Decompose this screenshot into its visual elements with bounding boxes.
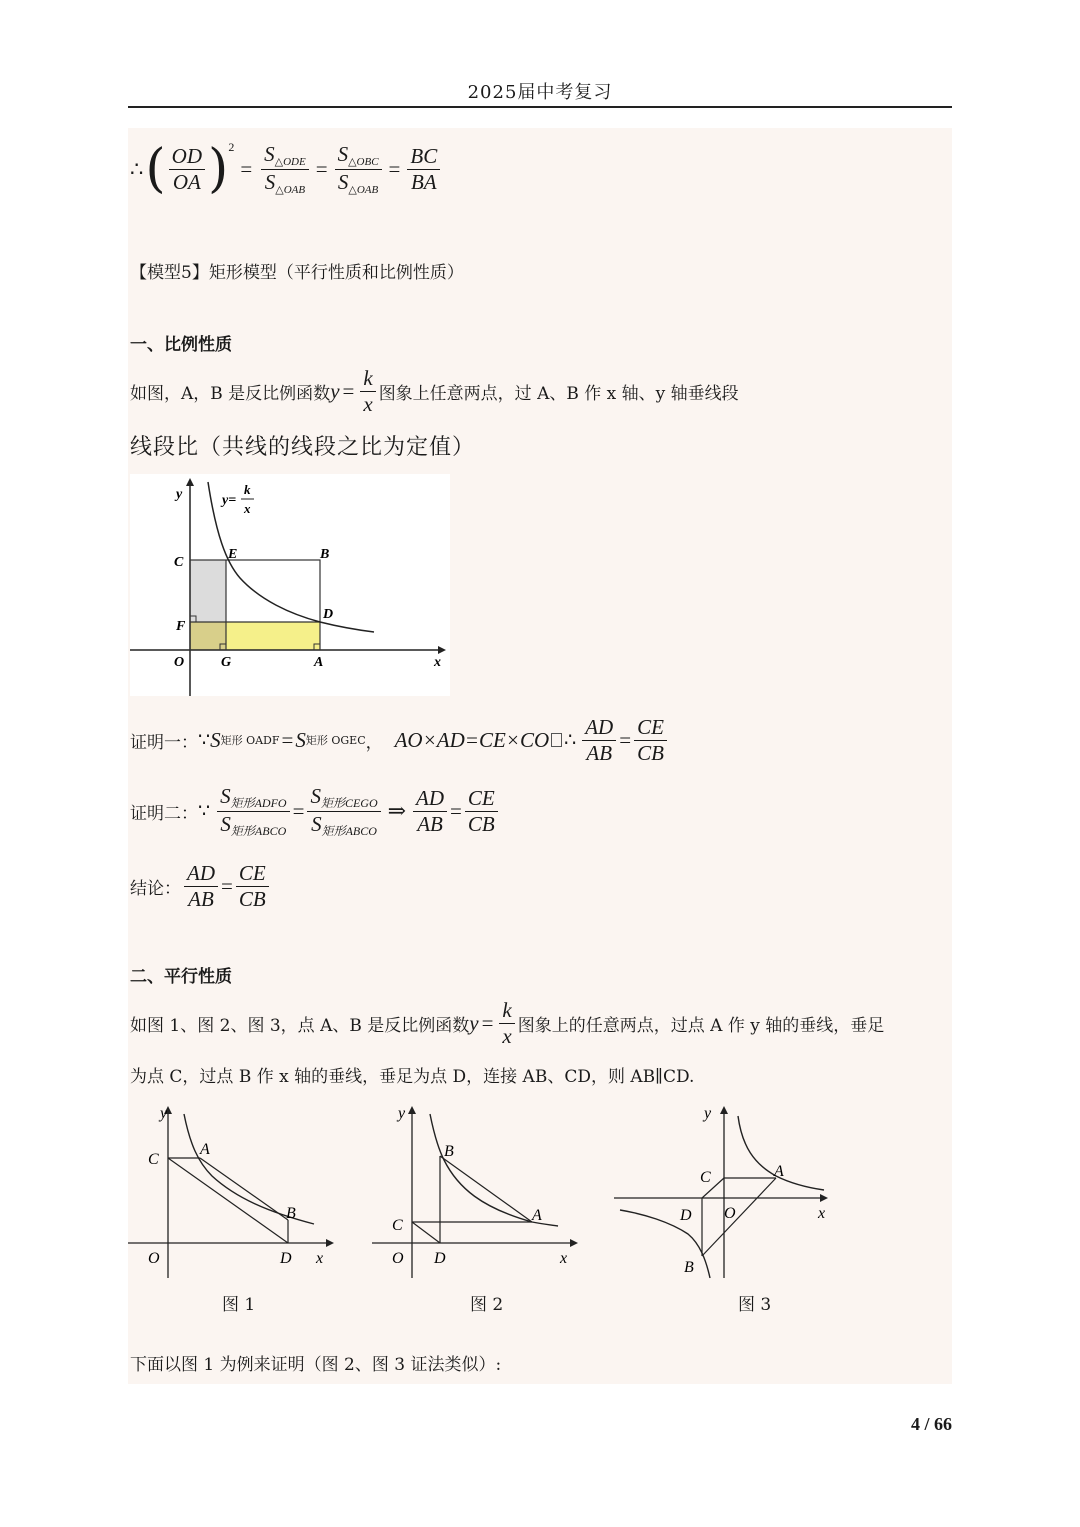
svg-text:x: x [818, 1205, 826, 1222]
section1-heading: 一、比例性质 [130, 335, 232, 355]
page-number: 4 / 66 [910, 1414, 952, 1434]
figure-3 [614, 1100, 844, 1280]
fig3-curve-q3 [620, 1210, 710, 1278]
svg-text:C: C [148, 1151, 159, 1168]
figure-1-caption: 图 1 [222, 1295, 256, 1315]
figure-1 [128, 1100, 338, 1280]
fig1-label-f: F [176, 619, 186, 634]
fig1-func-y: y= [222, 493, 237, 508]
conclusion: 结论： $\frac{AD}{AB}$ = $\frac{CE}{CB}$ [130, 856, 272, 916]
ad-ab-fraction: $\frac{AD}{AB}$ [582, 715, 616, 764]
section1-intro: 如图，A，B 是反比例函数 y = $\frac{k}{x}$ 图象上任意两点，过 A、B 作 x 轴、y 轴垂线段 [130, 366, 739, 416]
proof1-product-equation: AO×AD=CE×CO [394, 727, 550, 752]
svg-text:B: B [444, 1143, 454, 1160]
svg-text:A: A [200, 1141, 210, 1158]
fig1-label-x: x [434, 655, 441, 670]
fig1-label-a: A [314, 655, 324, 670]
area-ratio-adfo-abco: $\frac{\text{S矩形ADFO}}{\text{S矩形ABCO}}$ [217, 784, 290, 839]
fig1-label-b: B [320, 547, 330, 562]
proof-one: 证明一： ∵ S 矩形 OADF = S 矩形 OGEC ， AO×AD=CE×CO ∴ $\frac{AD}{AB}$ = $\frac{CE}{CB}$ [130, 712, 670, 768]
closing-text: 下面以图 1 为例来证明（图 2、图 3 证法类似）: [130, 1355, 502, 1375]
ce-cb-fraction: $\frac{CE}{CB}$ [634, 715, 667, 764]
svg-text:A: A [532, 1207, 542, 1224]
area-ratio-1: $\frac{S_{\triangle ODE}}{S_{\triangle OAB}}$ [261, 142, 309, 196]
svg-text:C: C [392, 1217, 403, 1234]
svg-text:O: O [392, 1250, 404, 1267]
overlap-region [190, 622, 226, 650]
fig3-segment-ab [702, 1178, 776, 1256]
svg-text:x: x [560, 1250, 568, 1267]
svg-text:A: A [774, 1163, 784, 1180]
fig1-segment-ab [200, 1158, 288, 1220]
model5-heading: 【模型5】矩形模型（平行性质和比例性质） [130, 263, 464, 283]
od-oa-fraction: $\frac{OD}{OA}$ [169, 144, 205, 193]
rectangle-model-figure [130, 474, 450, 696]
svg-text:D: D [680, 1207, 692, 1224]
fig1-label-c: C [174, 555, 184, 570]
section1-subheading: 线段比（共线的线段之比为定值） [130, 435, 476, 460]
svg-text:y: y [704, 1105, 712, 1122]
figure-2 [372, 1100, 582, 1280]
k-over-x-fraction: $\frac{k}{x}$ [360, 366, 375, 415]
fig1-label-o: O [174, 655, 185, 670]
fig2-segment-ab [440, 1156, 532, 1222]
section2-line1: 如图 1、图 2、图 3，点 A、B 是反比例函数 y = $\frac{k}{x}$ 图象上的任意两点，过点 A 作 y 轴的垂线，垂足 [130, 998, 885, 1048]
svg-text:x: x [316, 1250, 324, 1267]
bc-ba-fraction: $\frac{BC}{BA}$ [407, 144, 440, 193]
svg-text:O: O [724, 1205, 736, 1222]
section2-line2: 为点 C，过点 B 作 x 轴的垂线，垂足为点 D，连接 AB、CD，则 AB∥CD. [130, 1067, 695, 1087]
svg-text:y: y [160, 1105, 168, 1122]
gray-rect-region [190, 560, 226, 622]
glyph-box-icon [551, 733, 562, 747]
fig1-label-g: G [221, 655, 232, 670]
svg-text:B: B [286, 1205, 296, 1222]
svg-text:D: D [280, 1250, 292, 1267]
figure-3-caption: 图 3 [738, 1295, 772, 1315]
fig1-label-y: y [176, 487, 183, 502]
fig1-func-k: k [244, 482, 251, 497]
top-formula: ∴ ( $\frac{OD}{OA}$ ) 2 = $\frac{S_{\triangle ODE}}{S_{\triangle OAB}}$ = $\frac{S_{\triangle OBC}}{S_{\triangle OAB}}$ = $\frac{BC}{BA}$ [130, 138, 443, 200]
svg-text:y: y [398, 1105, 406, 1122]
proof-two: 证明二： ∵ $\frac{\text{S矩形ADFO}}{\text{S矩形ABCO}}$ = $\frac{\text{S矩形CEGO}}{\text{S矩形ABCO}}$ ⇒ $\frac{AD}{AB}$ = $\frac{CE}{CB}$ [130, 780, 501, 842]
area-ratio-2: $\frac{S_{\triangle OBC}}{S_{\triangle OAB}}$ [335, 142, 382, 196]
svg-text:D: D [434, 1250, 446, 1267]
fig2-segment-cd [412, 1222, 440, 1243]
yellow-rect-region [226, 622, 320, 650]
fig1-segment-cd [168, 1158, 288, 1243]
fig1-func-x: x [244, 501, 251, 516]
page-header-title: 2025届中考复习 [467, 82, 613, 103]
svg-text:O: O [148, 1250, 160, 1267]
figure-2-caption: 图 2 [470, 1295, 504, 1315]
fig1-label-e: E [228, 547, 238, 562]
area-ratio-cego-abco: $\frac{\text{S矩形CEGO}}{\text{S矩形ABCO}}$ [307, 784, 380, 839]
svg-text:B: B [684, 1259, 694, 1276]
fig1-label-d: D [323, 607, 334, 622]
section2-heading: 二、平行性质 [130, 967, 232, 987]
header-rule [128, 106, 952, 108]
svg-text:C: C [700, 1169, 711, 1186]
